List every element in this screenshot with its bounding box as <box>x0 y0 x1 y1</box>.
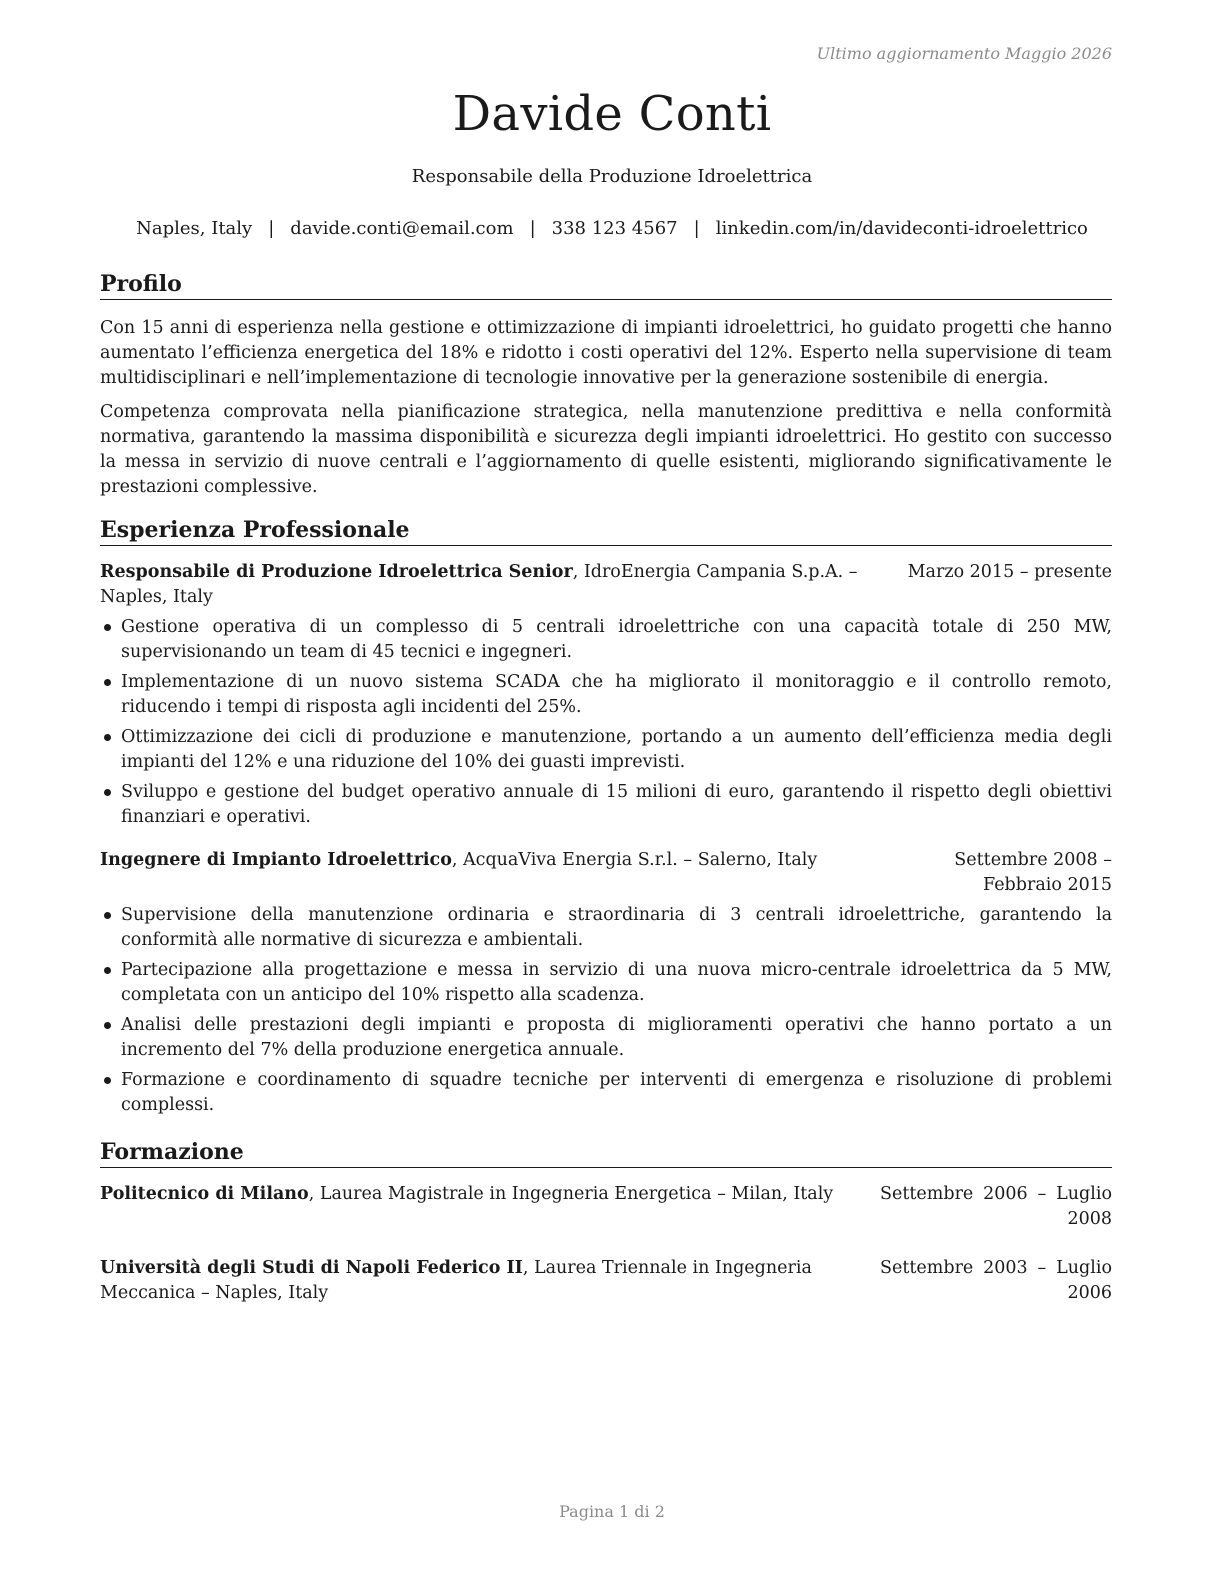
job-bullet: Implementazione di un nuovo sistema SCADA che ha migliorato il monitoraggio e il controllo remoto, riducendo i tempi di risposta agli incidenti del 25%. <box>100 670 1112 720</box>
job-position: Responsabile di Produzione Idroelettrica Senior <box>100 562 573 582</box>
education-school: Politecnico di Milano <box>100 1184 309 1204</box>
contact-line <box>0 218 1224 239</box>
job-bullet: Sviluppo e gestione del budget operativo annuale di 15 milioni di euro, garantendo il rispetto degli obiettivi finanziari e operativi. <box>100 780 1112 830</box>
contact-email[interactable]: davide.conti@email.com <box>290 218 514 239</box>
job-header <box>100 560 1112 610</box>
job-bullets <box>100 903 1112 1118</box>
education-entry <box>100 1256 1112 1306</box>
job-bullet: Partecipazione alla progettazione e messa in servizio di una nuova micro-centrale idroelettrica da 5 MW, completata con un anticipo del 10% rispetto alla scadenza. <box>100 958 1112 1008</box>
last-updated-note: Ultimo aggiornamento Maggio 2026 <box>816 44 1112 63</box>
job-bullet: Gestione operativa di un complesso di 5 centrali idroelettriche con una capacità totale di 250 MW, supervisionando un team di 45 tecnici e ingegneri. <box>100 615 1112 665</box>
job-bullet: Supervisione della manutenzione ordinaria e straordinaria di 3 centrali idroelettriche, garantendo la conformità alle normative di sicurezza e ambientali. <box>100 903 1112 953</box>
profile-section <box>100 270 1112 500</box>
education-dates: Settembre 2006 – Luglio 2008 <box>880 1184 1112 1229</box>
contact-phone[interactable]: 338 123 4567 <box>551 218 678 239</box>
education-section <box>100 1138 1112 1306</box>
job-dates: Marzo 2015 – presente <box>907 562 1112 582</box>
profile-heading: Profilo <box>100 270 1112 300</box>
experience-section <box>100 516 1112 1118</box>
job-entry <box>100 848 1112 1118</box>
job-header <box>100 848 1112 898</box>
job-title-line <box>100 848 902 898</box>
contact-linkedin[interactable]: linkedin.com/in/davideconti-idroelettrico <box>715 218 1088 239</box>
contact-location: Naples, Italy <box>136 218 253 239</box>
contact-separator: | <box>693 218 700 239</box>
contact-separator: | <box>268 218 275 239</box>
job-bullets <box>100 615 1112 830</box>
profile-paragraph: Con 15 anni di esperienza nella gestione e ottimizzazione di impianti idroelettrici, ho guidato progetti che hanno aumentato l’efficienza energetica del 18% e ridotto i costi operativi del 12%. Esperto nella supervisione di team multidisciplinari e nell’implementazione di tecnologie innovative per la generazione sostenibile di energia. <box>100 318 1112 388</box>
education-dates: Settembre 2003 – Luglio 2006 <box>880 1258 1112 1303</box>
candidate-role: Responsabile della Produzione Idroelettrica <box>411 166 813 187</box>
job-bullet: Formazione e coordinamento di squadre tecniche per interventi di emergenza e risoluzione di problemi complessi. <box>100 1068 1112 1118</box>
resume-body <box>100 270 1112 1306</box>
job-bullet: Ottimizzazione dei cicli di produzione e manutenzione, portando a un aumento dell’efficienza media degli impianti del 12% e una riduzione del 10% dei guasti imprevisti. <box>100 725 1112 775</box>
page-number: Pagina 1 di 2 <box>559 1502 665 1521</box>
contact-separator: | <box>529 218 536 239</box>
candidate-name: Davide Conti <box>452 86 772 142</box>
job-bullet: Analisi delle prestazioni degli impianti e proposta di miglioramenti operativi che hanno portato a un incremento del 7% della produzione energetica annuale. <box>100 1013 1112 1063</box>
job-company: , IdroEnergia Campania S.p.A. – Naples, Italy <box>100 562 858 607</box>
job-dates: Settembre 2008 – Febbraio 2015 <box>954 850 1112 895</box>
profile-paragraph: Competenza comprovata nella pianificazione strategica, nella manutenzione predittiva e nella conformità normativa, garantendo la massima disponibilità e sicurezza degli impianti idroelettrici. Ho gestito con successo la messa in servizio di nuove centrali e l’aggiornamento di quelle esistenti, migliorando significativamente le prestazioni complessive. <box>100 402 1112 497</box>
education-title-line <box>100 1256 880 1306</box>
education-title-line <box>100 1182 880 1232</box>
job-entry <box>100 560 1112 830</box>
experience-heading: Esperienza Professionale <box>100 516 1112 546</box>
job-company: , AcquaViva Energia S.r.l. – Salerno, Italy <box>451 850 818 870</box>
education-degree: , Laurea Magistrale in Ingegneria Energetica – Milan, Italy <box>308 1184 834 1204</box>
job-position: Ingegnere di Impianto Idroelettrico <box>100 850 452 870</box>
job-title-line <box>100 560 878 610</box>
education-degree: , Laurea Triennale in Ingegneria Meccanica – Naples, Italy <box>100 1258 812 1303</box>
education-entry <box>100 1182 1112 1232</box>
education-school: Università degli Studi di Napoli Federico II <box>100 1258 523 1278</box>
education-heading: Formazione <box>100 1138 1112 1168</box>
